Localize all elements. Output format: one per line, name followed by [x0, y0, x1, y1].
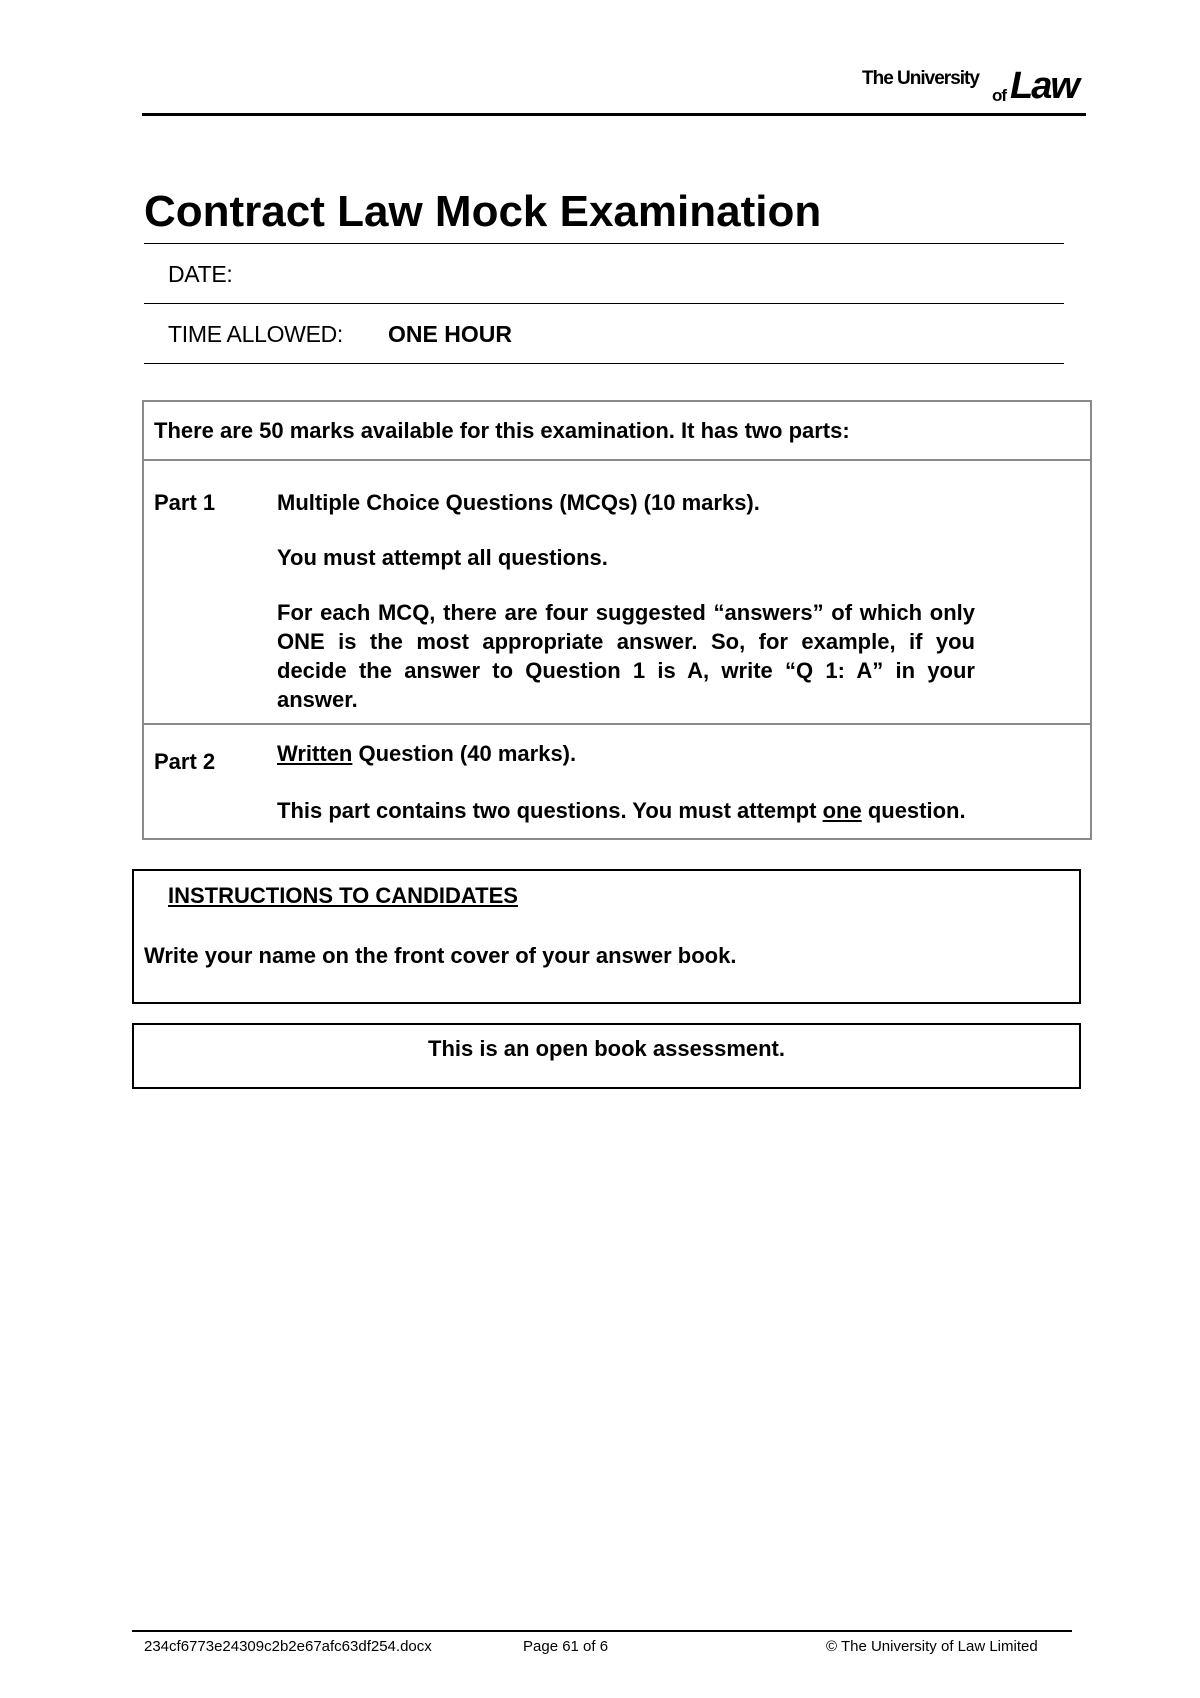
part2-line2: [277, 796, 966, 825]
date-label: DATE:: [168, 261, 233, 287]
part1-heading: Multiple Choice Questions (MCQs) (10 marks).: [277, 490, 760, 515]
part2-heading-rest: Question (40 marks).: [352, 741, 577, 766]
instructions-heading: INSTRUCTIONS TO CANDIDATES: [168, 883, 518, 908]
header-rule: [142, 113, 1086, 116]
footer-page-number: Page 61 of 6: [523, 1638, 609, 1655]
page-title: Contract Law Mock Examination: [144, 187, 822, 236]
logo-of: of: [992, 86, 1007, 105]
footer-copyright: © The University of Law Limited: [826, 1638, 1038, 1655]
time-allowed-value: ONE HOUR: [388, 321, 512, 347]
instructions-text: Write your name on the front cover of your answer book.: [144, 943, 737, 968]
university-logo: [862, 65, 1078, 107]
parts-divider-1: [142, 459, 1092, 461]
time-allowed-label: TIME ALLOWED:: [168, 321, 344, 347]
part2-line2-underlined: one: [822, 798, 862, 823]
part2-heading: [277, 739, 576, 768]
parts-intro: There are 50 marks available for this examination. It has two parts:: [154, 418, 850, 443]
part1-line2: You must attempt all questions.: [277, 545, 608, 570]
time-rule: [144, 363, 1064, 364]
part1-label: Part 1: [154, 490, 216, 515]
part2-label: Part 2: [154, 749, 216, 774]
logo-line1: The University: [862, 68, 979, 89]
part2-heading-underlined: Written: [277, 741, 353, 766]
part2-line2-post: question.: [861, 798, 966, 823]
title-rule: [144, 243, 1064, 244]
date-rule: [144, 303, 1064, 304]
parts-divider-2: [142, 723, 1092, 725]
footer-rule: [132, 1630, 1072, 1632]
part1-line3: For each MCQ, there are four suggested “answers” of which only ONE is the most appropriate answer. So, for example, if you decide the answer to Question 1 is A, write “Q 1: A” in your answer.: [277, 600, 975, 712]
open-book-text: This is an open book assessment.: [428, 1036, 785, 1061]
logo-law: Law: [1010, 65, 1078, 107]
part2-line2-pre: This part contains two questions. You must attempt: [277, 798, 823, 823]
footer-filename: 234cf6773e24309c2b2e67afc63df254.docx: [144, 1638, 432, 1655]
